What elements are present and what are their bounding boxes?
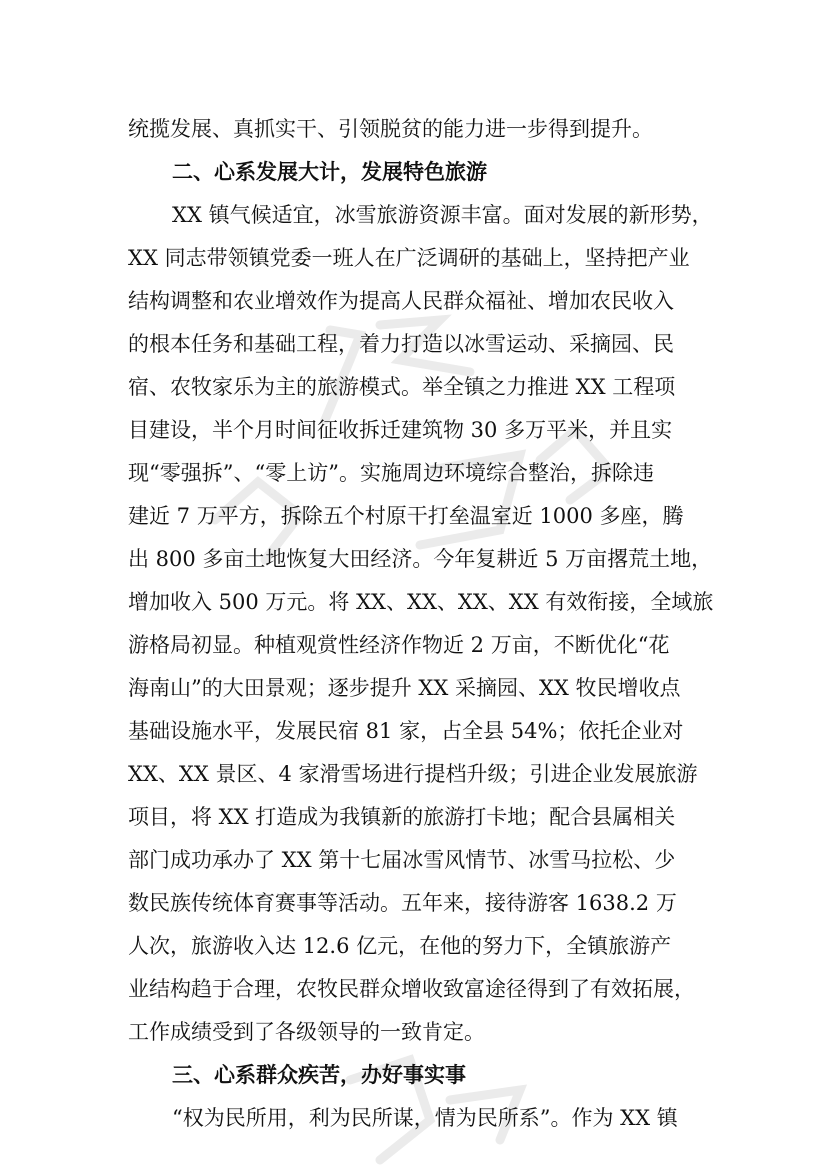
section-heading: 二、心系发展大计，发展特色旅游 — [172, 160, 487, 184]
paragraph-line: 目建设，半个月时间征收拆迁建筑物 30 多万平米，并且实 — [128, 418, 673, 442]
paragraph-line: “权为民所用，利为民所谋，情为民所系”。作为 XX 镇 — [172, 1106, 678, 1130]
paragraph-line: 工作成绩受到了各级领导的一致肯定。 — [128, 1020, 485, 1044]
paragraph-line: 增加收入 500 万元。将 XX、XX、XX、XX 有效衔接，全域旅 — [128, 590, 714, 614]
paragraph-line: XX 同志带领镇党委一班人在广泛调研的基础上，坚持把产业 — [128, 246, 690, 270]
paragraph-line: 业结构趋于合理，农牧民群众增收致富途径得到了有效拓展， — [128, 977, 695, 1001]
paragraph-line: XX 镇气候适宜，冰雪旅游资源丰富。面对发展的新形势， — [172, 203, 713, 227]
paragraph-line: 的根本任务和基础工程，着力打造以冰雪运动、采摘园、民 — [128, 332, 674, 356]
paragraph-line: 游格局初显。种植观赏性经济作物近 2 万亩，不断优化“花 — [128, 633, 670, 657]
section-heading: 三、心系群众疾苦，办好事实事 — [172, 1063, 466, 1087]
paragraph-line: XX、XX 景区、4 家滑雪场进行提档升级；引进企业发展旅游 — [128, 762, 698, 786]
paragraph-line: 出 800 多亩土地恢复大田经济。今年复耕近 5 万亩撂荒土地， — [128, 547, 713, 571]
paragraph-line: 结构调整和农业增效作为提高人民群众福祉、增加农民收入 — [128, 289, 674, 313]
paragraph-line: 现“零强拆”、“零上访”。实施周边环境综合整治，拆除违 — [128, 461, 654, 485]
paragraph-line: 建近 7 万平方，拆除五个村原干打垒温室近 1000 多座，腾 — [128, 504, 684, 528]
paragraph-line: 人次，旅游收入达 12.6 亿元，在他的努力下，全镇旅游产 — [128, 934, 672, 958]
paragraph-line: 海南山”的大田景观；逐步提升 XX 采摘园、XX 牧民增收点 — [128, 676, 681, 700]
paragraph-line: 数民族传统体育赛事等活动。五年来，接待游客 1638.2 万 — [128, 891, 677, 915]
paragraph-line: 项目，将 XX 打造成为我镇新的旅游打卡地；配合县属相关 — [128, 805, 676, 829]
paragraph-line: 宿、农牧家乐为主的旅游模式。举全镇之力推进 XX 工程项 — [128, 375, 676, 399]
paragraph-line: 统揽发展、真抓实干、引领脱贫的能力进一步得到提升。 — [128, 117, 653, 141]
paragraph-line: 部门成功承办了 XX 第十七届冰雪风情节、冰雪马拉松、少 — [128, 848, 676, 872]
paragraph-line: 基础设施水平，发展民宿 81 家，占全县 54%；依托企业对 — [128, 719, 684, 743]
